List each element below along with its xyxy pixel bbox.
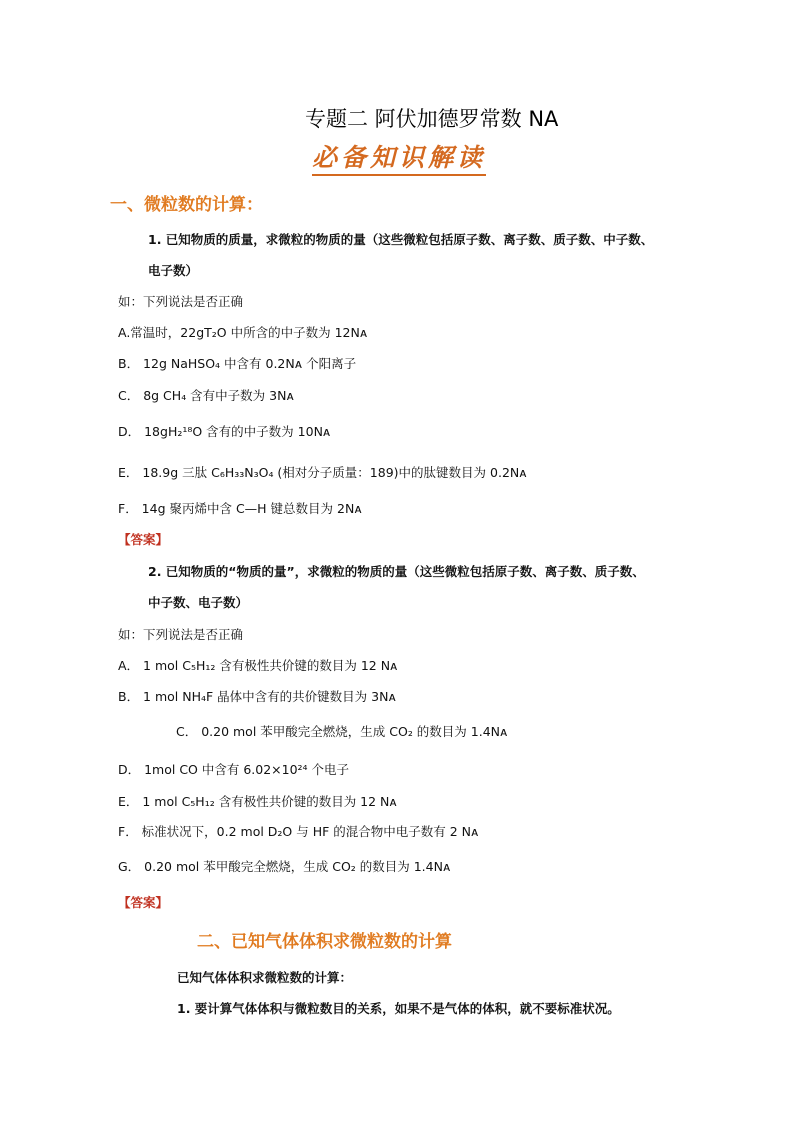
page-title: 专题二 阿伏加德罗常数 NA bbox=[305, 107, 559, 131]
q1-prompt: 如：下列说法是否正确 bbox=[118, 294, 244, 309]
q2-item-c: C． 0.20 mol 苯甲酸完全燃烧，生成 CO₂ 的数目为 1.4Nᴀ bbox=[176, 724, 508, 739]
q1-item-e: E． 18.9g 三肽 C₆H₃₃N₃O₄ (相对分子质量：189)中的肽键数目为 0.2Nᴀ bbox=[118, 465, 527, 480]
q1-item-a: A.常温时，22gT₂O 中所含的中子数为 12Nᴀ bbox=[118, 325, 368, 340]
banner-heading: 必备知识解读 bbox=[312, 142, 486, 176]
q2-item-a: A． 1 mol C₅H₁₂ 含有极性共价键的数目为 12 Nᴀ bbox=[118, 658, 398, 673]
section2-intro: 已知气体体积求微粒数的计算： bbox=[177, 970, 353, 985]
q2-item-b: B． 1 mol NH₄F 晶体中含有的共价键数目为 3Nᴀ bbox=[118, 689, 396, 704]
q2-item-e: E． 1 mol C₅H₁₂ 含有极性共价键的数目为 12 Nᴀ bbox=[118, 794, 397, 809]
q1-item-d: D． 18gH₂¹⁸O 含有的中子数为 10Nᴀ bbox=[118, 424, 331, 439]
q2-answer-label: 【答案】 bbox=[118, 895, 169, 910]
q2-item-f: F． 标准状况下，0.2 mol D₂O 与 HF 的混合物中电子数有 2 Nᴀ bbox=[118, 824, 479, 839]
section2-point1: 1. 要计算气体体积与微粒数目的关系，如果不是气体的体积，就不要标准状况。 bbox=[177, 1001, 620, 1016]
q1-line1: 1. 已知物质的质量，求微粒的物质的量（这些微粒包括原子数、离子数、质子数、中子数、 bbox=[148, 232, 654, 247]
q1-line2: 电子数） bbox=[148, 263, 199, 278]
q1-item-b: B． 12g NaHSO₄ 中含有 0.2Nᴀ 个阳离子 bbox=[118, 356, 357, 371]
q2-item-d: D． 1mol CO 中含有 6.02×10²⁴ 个电子 bbox=[118, 762, 350, 777]
section2-heading: 二、已知气体体积求微粒数的计算 bbox=[197, 932, 452, 952]
section1-heading: 一、微粒数的计算： bbox=[110, 195, 263, 215]
q1-item-c: C． 8g CH₄ 含有中子数为 3Nᴀ bbox=[118, 388, 294, 403]
q2-line1: 2. 已知物质的“物质的量”，求微粒的物质的量（这些微粒包括原子数、离子数、质子数、 bbox=[148, 564, 645, 579]
q2-item-g: G． 0.20 mol 苯甲酸完全燃烧，生成 CO₂ 的数目为 1.4Nᴀ bbox=[118, 859, 451, 874]
q2-line2: 中子数、电子数） bbox=[148, 595, 249, 610]
q1-item-f: F． 14g 聚丙烯中含 C—H 键总数目为 2Nᴀ bbox=[118, 501, 362, 516]
q1-answer-label: 【答案】 bbox=[118, 532, 169, 547]
q2-prompt: 如：下列说法是否正确 bbox=[118, 627, 244, 642]
